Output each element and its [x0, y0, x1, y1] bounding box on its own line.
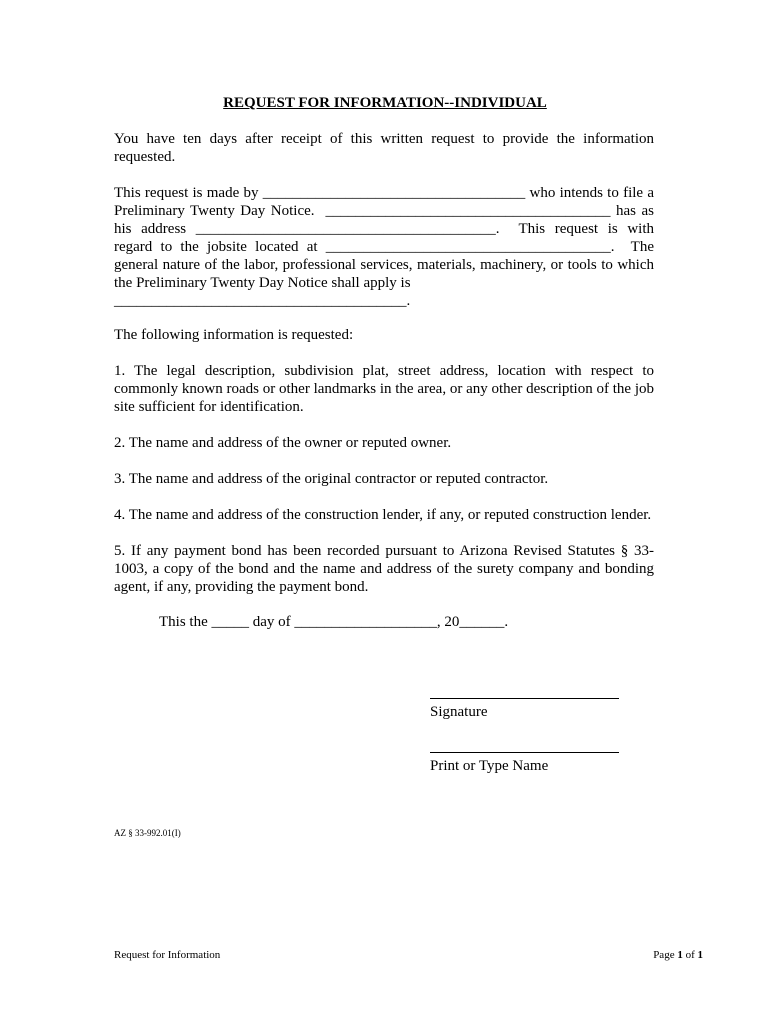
page-prefix: Page [653, 949, 678, 961]
statute-reference: AZ § 33-992.01(I) [114, 828, 181, 838]
date-line: This the _____ day of ___________________, 20______. [159, 614, 509, 630]
item4: 4. The name and address of the construction lender, if any, or reputed construction lender. [114, 507, 652, 523]
signature-line [430, 698, 619, 699]
request-line-5: general nature of the labor, professional services, materials, machinery, or tools to which [114, 257, 654, 273]
item3: 3. The name and address of the original contractor or reputed contractor. [114, 471, 549, 487]
signature-label: Signature [430, 704, 488, 720]
request-line-2: Preliminary Twenty Day Notice. ______________________________________ has as [114, 203, 654, 219]
item1-line-2: commonly known roads or other landmarks in the area, or any other description of the job [114, 381, 654, 397]
request-line-1: This request is made by ___________________________________ who intends to file a [114, 185, 654, 201]
request-line-4: regard to the jobsite located at ______________________________________. The [114, 239, 654, 255]
print-name-label: Print or Type Name [430, 758, 549, 774]
request-line-3: his address ________________________________________. This request is with [114, 221, 654, 237]
intro-line-1: You have ten days after receipt of this written request to provide the information [114, 131, 654, 147]
footer-title: Request for Information [114, 949, 221, 961]
item5-line-3: agent, if any, providing the payment bond. [114, 579, 369, 595]
request-line-7: _______________________________________. [114, 293, 411, 309]
print-name-line [430, 752, 619, 753]
document-title: REQUEST FOR INFORMATION--INDIVIDUAL [223, 95, 547, 111]
following-heading: The following information is requested: [114, 327, 354, 343]
page-current: 1 [677, 949, 683, 961]
item5-line-2: 1003, a copy of the bond and the name and address of the surety company and bonding [114, 561, 654, 577]
item1-line-3: site sufficient for identification. [114, 399, 304, 415]
item5-line-1: 5. If any payment bond has been recorded pursuant to Arizona Revised Statutes § 33- [114, 543, 654, 559]
item1-line-1: 1. The legal description, subdivision plat, street address, location with respect to [114, 363, 654, 379]
item2: 2. The name and address of the owner or reputed owner. [114, 435, 452, 451]
page-number [653, 949, 703, 962]
request-line-6: the Preliminary Twenty Day Notice shall apply is [114, 275, 411, 291]
page-of: of [682, 949, 698, 961]
page-total: 1 [697, 949, 703, 961]
intro-line-2: requested. [114, 149, 176, 165]
